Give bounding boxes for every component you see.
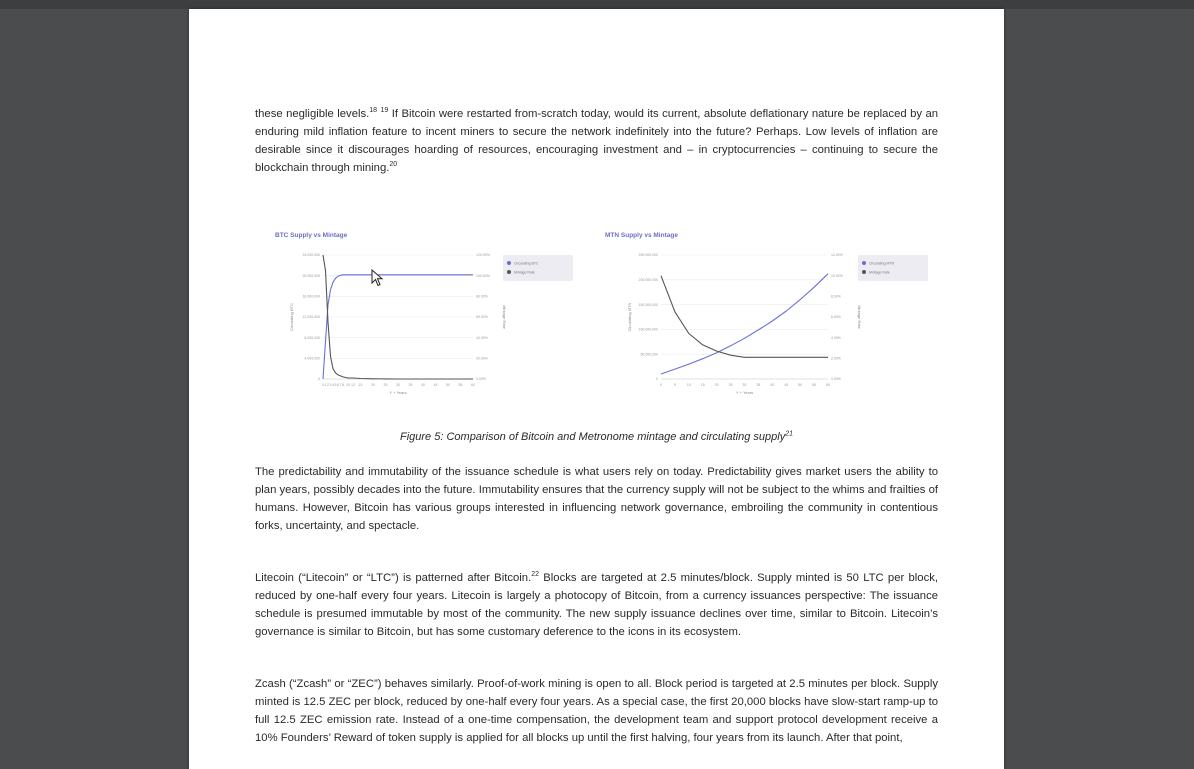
mtn-x-tick-label: 35 [756, 383, 761, 387]
btc-y2-tick-label: 40.00% [476, 335, 488, 340]
btc-x-tick-label: 0 [322, 383, 324, 387]
btc-x-tick-label: 35 [408, 383, 413, 387]
btc-series-line [323, 275, 473, 379]
document-page [189, 9, 1004, 769]
mtn-x-tick-label: 0 [660, 383, 662, 387]
footnote-ref[interactable]: 21 [785, 430, 793, 438]
mtn-legend-label: Circulating MTN [869, 261, 895, 266]
btc-legend-label: Circulating BTC [514, 261, 539, 266]
mtn-y2-axis-label: Mintage Rate [857, 305, 862, 329]
mtn-y2-tick-label: 2.00% [831, 356, 841, 361]
mtn-x-tick-label: 60 [826, 383, 830, 387]
paragraph-zcash: Zcash (“Zcash” or “ZEC”) behaves similarly. Proof-of-work mining is open to all. Block period is targeted at 2.5 minutes per block. Supply minted is 12.5 ZEC per block, reduced by one-half every four years. As a special case, the first 20,000 blocks have slow-start ramp-up to full 12.5 ZEC emission rate. Instead of a one-time compensation, the development team and support protocol development receive a 10% Founders’ Reward of token supply is applied for all blocks up until the first halving, four years from its launch. After that point, [255, 678, 938, 744]
mtn-legend-label: Mintage Rate [869, 270, 890, 275]
btc-x-axis-label: Y + Years [389, 390, 407, 395]
btc-x-tick-label: 50 [446, 383, 450, 387]
footnote-ref[interactable]: 18 [369, 107, 378, 115]
mtn-legend-box [858, 255, 928, 281]
paragraph-litecoin [255, 569, 938, 641]
mtn-y2-tick-label: 4.00% [831, 335, 841, 340]
btc-x-tick-label: 15 [358, 383, 363, 387]
mtn-chart-title: MTN Supply vs Mintage [605, 232, 678, 239]
btc-x-tick-label: 12 [351, 383, 355, 387]
btc-y-tick-label: 8,000,000 [304, 335, 320, 340]
btc-x-tick-label: 45 [433, 383, 438, 387]
para1-text-a: these negligible levels. [255, 108, 370, 120]
btc-x-tick-label: 20 [371, 383, 375, 387]
mtn-x-tick-label: 15 [700, 383, 705, 387]
mtn-legend-marker [862, 261, 866, 265]
btc-y-tick-label: 20,000,000 [302, 273, 320, 278]
footnote-ref[interactable]: 19 [380, 107, 389, 115]
btc-y2-tick-label: 20.00% [476, 356, 488, 361]
mtn-y2-tick-label: 0.00% [831, 377, 841, 382]
mtn-series-line [661, 274, 828, 374]
btc-x-tick-label: 60 [471, 383, 475, 387]
mtn-x-tick-label: 20 [714, 383, 719, 387]
btc-y2-tick-label: 120.00% [476, 253, 490, 258]
mtn-y2-tick-label: 8.00% [831, 294, 841, 299]
btc-x-tick-label: 10 [346, 383, 350, 387]
mtn-y2-tick-label: 10.00% [831, 273, 843, 278]
mtn-y-tick-label: 50,000,000 [640, 352, 658, 357]
mtn-x-tick-label: 45 [784, 383, 789, 387]
btc-legend-marker [507, 270, 511, 274]
btc-legend-box [503, 255, 573, 281]
btc-x-tick-label: 1 [324, 383, 327, 387]
para3-text-b: Blocks are targeted at 2.5 minutes/block. Supply minted is 50 LTC per block, reduced by one-half every four years. Litecoin is largely a photocopy of Bitcoin, from a currency issuances perspective: The issuance schedule is presumed immutable by most of the community. The new supply issuance declines over time, similar to Bitcoin. Litecoin’s governance is similar to Bitcoin, but has some customary deference to the icons in its ecosystem. [255, 572, 939, 638]
btc-legend-label: Mintage Rate [514, 270, 535, 275]
para1-text-b: If Bitcoin were restarted from-scratch today, would its current, absolute deflationary nature be replaced by an enduring mild inflation feature to incent miners to secure the network indefinitely into the future? Perhaps. Low levels of inflation are desirable since it discourages hoarding of resources, encouraging investment and – in cryptocurrencies – continuing to secure the blockchain through mining. [255, 108, 939, 174]
btc-y-tick-label: 16,000,000 [302, 294, 320, 299]
figure-caption-text: Figure 5: Comparison of Bitcoin and Metronome mintage and circulating supply [400, 431, 786, 443]
btc-x-tick-label: 7 [339, 383, 342, 387]
mtn-y2-tick-label: 6.00% [831, 315, 841, 320]
figure-caption [255, 431, 938, 443]
btc-x-tick-label: 4 [332, 383, 334, 387]
mtn-x-tick-label: 50 [798, 383, 803, 387]
btc-legend [503, 255, 573, 281]
btc-y2-axis-label: Mintage Rate [502, 305, 507, 329]
btc-y2-tick-label: 100.00% [476, 273, 490, 278]
btc-y-axis-label: Circulating BTC [289, 302, 294, 332]
mtn-supply-chart [605, 221, 935, 407]
mtn-x-tick-label: 40 [770, 383, 775, 387]
mtn-legend [858, 255, 928, 281]
btc-x-tick-label: 3 [329, 383, 332, 387]
mtn-series-line [661, 276, 828, 358]
mouse-cursor-icon [371, 269, 385, 287]
btc-x-tick-label: 30 [396, 383, 400, 387]
btc-y-tick-label: 12,000,000 [302, 315, 320, 320]
mtn-y-tick-label: 0 [656, 377, 658, 382]
btc-supply-chart [275, 221, 587, 407]
btc-x-tick-label: 2 [327, 383, 329, 387]
paragraph-inflation [255, 105, 938, 177]
mtn-x-tick-label: 30 [742, 383, 747, 387]
btc-y2-tick-label: 80.00% [476, 294, 488, 299]
para3-text-a: Litecoin (“Litecoin” or “LTC”) is patterned after Bitcoin. [255, 572, 532, 584]
mtn-y-tick-label: 200,000,000 [638, 278, 658, 282]
btc-y2-tick-label: 60.00% [476, 315, 488, 320]
btc-y2-tick-label: 0.00% [476, 377, 486, 382]
btc-y-tick-label: 0 [318, 377, 320, 382]
mtn-y-axis-label: Circulating MTN [627, 302, 632, 332]
mtn-x-tick-label: 25 [728, 383, 733, 387]
mtn-y-tick-label: 100,000,000 [638, 327, 658, 332]
paragraph-predictability: The predictability and immutability of the issuance schedule is what users rely on today. Predictability gives market users the ability to plan years, possibly decades into the future. Immutability ensures that the currency supply will not be subject to the whims and frailties of humans. However, Bitcoin has various groups interested in influencing network governance, embroiling the community in contentious forks, uncertainty, and spectacle. [255, 466, 938, 532]
btc-x-tick-label: 25 [383, 383, 388, 387]
mtn-x-axis-label: Y + Years [735, 390, 754, 395]
mtn-x-tick-label: 5 [673, 383, 676, 387]
btc-x-tick-label: 40 [421, 383, 425, 387]
viewer-top-bar [0, 0, 1194, 9]
mtn-y-tick-label: 250,000,000 [638, 253, 658, 258]
btc-y-tick-label: 4,000,000 [304, 356, 320, 361]
btc-legend-marker [507, 261, 511, 265]
btc-x-tick-label: 8 [342, 383, 344, 387]
footnote-ref[interactable]: 20 [389, 161, 398, 169]
mtn-x-tick-label: 55 [812, 383, 817, 387]
btc-x-tick-label: 6 [337, 383, 339, 387]
btc-y-tick-label: 24,000,000 [302, 253, 320, 258]
footnote-ref[interactable]: 22 [531, 571, 540, 579]
mtn-x-tick-label: 10 [686, 383, 691, 387]
btc-x-tick-label: 55 [458, 383, 463, 387]
btc-x-tick-label: 5 [334, 383, 337, 387]
mtn-y-tick-label: 150,000,000 [638, 302, 658, 307]
mtn-legend-marker [862, 270, 866, 274]
btc-chart-title: BTC Supply vs Mintage [275, 232, 348, 239]
mtn-y2-tick-label: 12.00% [831, 253, 843, 258]
